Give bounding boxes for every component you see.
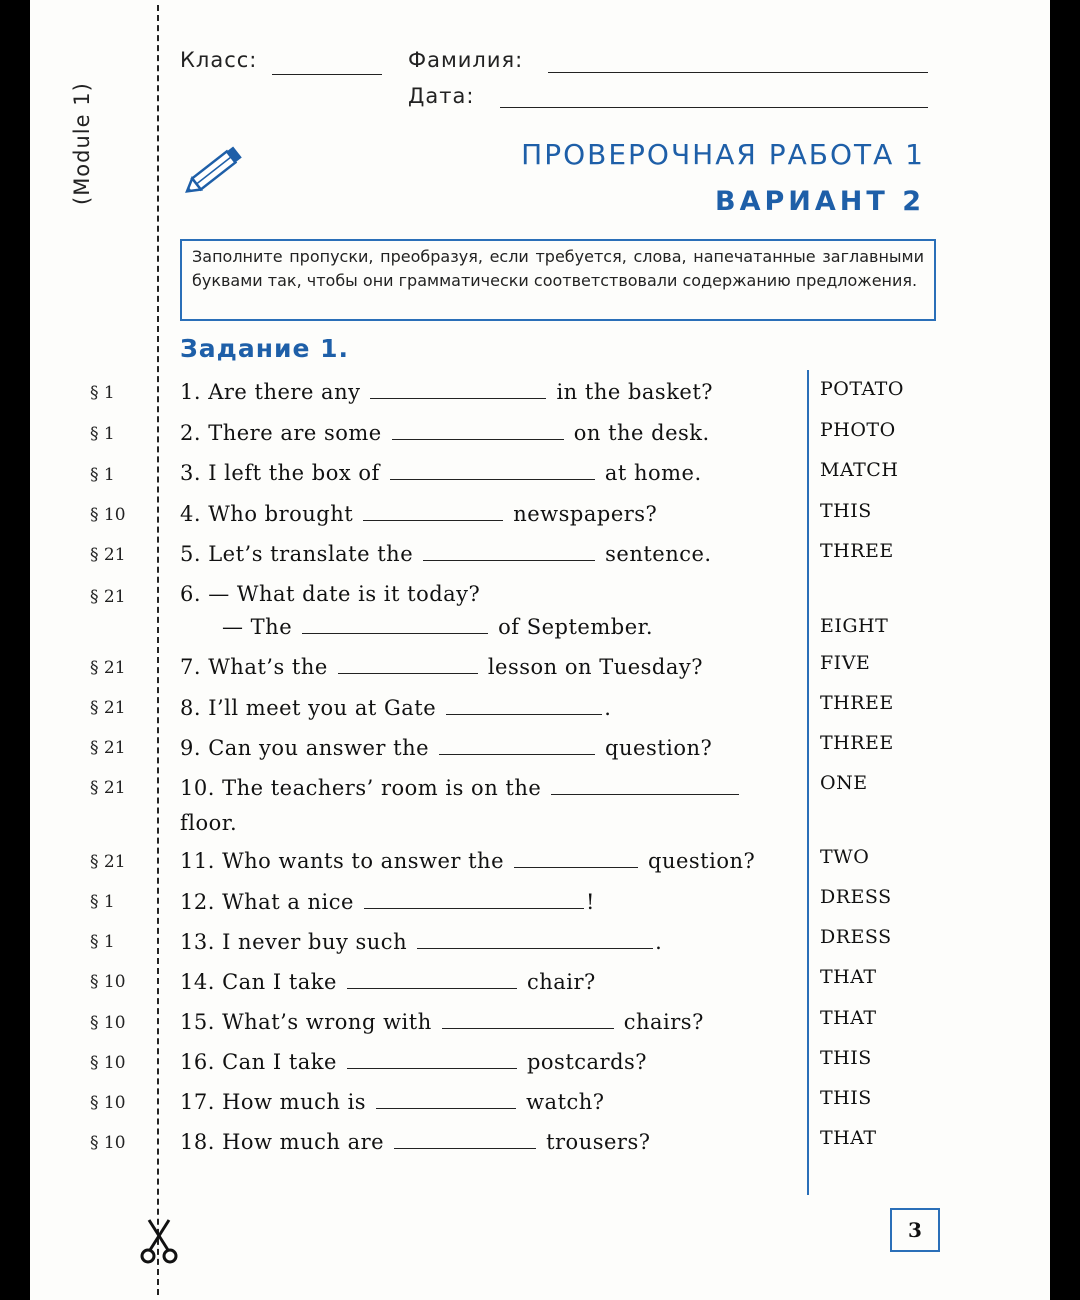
base-word: THIS	[820, 1047, 872, 1069]
answer-blank[interactable]	[394, 1130, 536, 1149]
question-10	[180, 776, 749, 800]
question-10-continuation	[180, 811, 237, 835]
question-13	[180, 930, 662, 954]
question-text: chair?	[526, 970, 596, 994]
question-5	[180, 542, 712, 566]
paragraph-ref: § 21	[90, 778, 126, 798]
answer-blank[interactable]	[338, 655, 478, 674]
answer-blank[interactable]	[551, 776, 739, 795]
base-word: ONE	[820, 772, 868, 794]
answer-blank[interactable]	[363, 502, 503, 521]
question-1	[180, 380, 713, 404]
base-word: DRESS	[820, 926, 892, 948]
base-word: THREE	[820, 692, 894, 714]
test-title: ПРОВЕРОЧНАЯ РАБОТА 1	[521, 138, 925, 171]
question-7	[180, 655, 703, 679]
question-text: 11. Who wants to answer the	[180, 849, 504, 873]
question-text: 16. Can I take	[180, 1050, 337, 1074]
base-word: FIVE	[820, 652, 871, 674]
question-16	[180, 1050, 647, 1074]
answer-blank[interactable]	[302, 615, 488, 634]
date-label: Дата:	[408, 84, 475, 108]
answer-blank[interactable]	[392, 421, 564, 440]
question-4	[180, 502, 657, 526]
question-text: lesson on Tuesday?	[487, 655, 704, 679]
question-6-answer-line	[222, 615, 653, 639]
question-text: newspapers?	[513, 502, 658, 526]
instruction-box: Заполните пропуски, преобразуя, если требуется, слова, напечатанные заглавными буквами так, чтобы они грамматически соответствовали содержанию предложения.	[180, 239, 936, 321]
answer-blank[interactable]	[364, 890, 584, 909]
paragraph-ref: § 10	[90, 1093, 126, 1113]
date-field[interactable]	[500, 107, 928, 108]
base-word: THAT	[820, 1007, 877, 1029]
paragraph-ref: § 21	[90, 587, 126, 607]
answer-blank[interactable]	[370, 380, 546, 399]
question-text: watch?	[526, 1090, 605, 1114]
question-3	[180, 461, 702, 485]
question-text: 2. There are some	[180, 421, 382, 445]
question-text: 15. What’s wrong with	[180, 1010, 432, 1034]
question-text: of September.	[498, 615, 654, 639]
base-word: DRESS	[820, 886, 892, 908]
question-text: 10. The teachers’ room is on the	[180, 776, 542, 800]
base-word: THIS	[820, 500, 872, 522]
question-text: question?	[648, 849, 756, 873]
question-8	[180, 696, 611, 720]
base-word: THAT	[820, 1127, 877, 1149]
answer-blank[interactable]	[514, 849, 638, 868]
question-text: on the desk.	[573, 421, 710, 445]
answer-blank[interactable]	[439, 736, 595, 755]
answer-blank[interactable]	[390, 461, 595, 480]
question-text: question?	[605, 736, 713, 760]
question-11	[180, 849, 755, 873]
paragraph-ref: § 21	[90, 738, 126, 758]
question-6	[180, 582, 480, 606]
base-word: THAT	[820, 966, 877, 988]
question-text: chairs?	[623, 1010, 704, 1034]
question-text: sentence.	[605, 542, 712, 566]
question-text: 9. Can you answer the	[180, 736, 430, 760]
question-text: floor.	[180, 811, 238, 835]
pencil-icon	[180, 140, 252, 200]
class-field[interactable]	[272, 74, 382, 75]
paragraph-ref: § 10	[90, 972, 126, 992]
worksheet-page	[30, 0, 1050, 1300]
paragraph-ref: § 21	[90, 545, 126, 565]
question-text: 18. How much are	[180, 1130, 385, 1154]
surname-field[interactable]	[548, 72, 928, 73]
question-text: — The	[222, 615, 293, 639]
question-text: 8. I’ll meet you at Gate	[180, 696, 437, 720]
question-text: at home.	[604, 461, 702, 485]
question-2	[180, 421, 710, 445]
answer-blank[interactable]	[376, 1090, 516, 1109]
question-text: !	[585, 890, 595, 914]
paragraph-ref: § 1	[90, 383, 115, 403]
class-label: Класс:	[180, 48, 258, 72]
base-word: EIGHT	[820, 615, 889, 637]
question-text: 7. What’s the	[180, 655, 328, 679]
base-word: TWO	[820, 846, 870, 868]
paragraph-ref: § 1	[90, 892, 115, 912]
question-text: trousers?	[546, 1130, 651, 1154]
task-title: Задание 1.	[180, 334, 350, 363]
question-18	[180, 1130, 651, 1154]
surname-label: Фамилия:	[408, 48, 524, 72]
question-text: 5. Let’s translate the	[180, 542, 414, 566]
scissors-icon	[140, 1218, 178, 1264]
page-number: 3	[890, 1208, 940, 1252]
question-text: .	[655, 930, 663, 954]
question-text: 12. What a nice	[180, 890, 354, 914]
paragraph-ref: § 10	[90, 1053, 126, 1073]
question-15	[180, 1010, 704, 1034]
answer-blank[interactable]	[442, 1010, 614, 1029]
base-word: THREE	[820, 540, 894, 562]
module-label: (Module 1)	[70, 82, 94, 205]
paragraph-ref: § 1	[90, 465, 115, 485]
question-text: 6. — What date is it today?	[180, 582, 481, 606]
question-text: 14. Can I take	[180, 970, 337, 994]
answer-blank[interactable]	[347, 1050, 517, 1069]
question-9	[180, 736, 712, 760]
base-word: MATCH	[820, 459, 899, 481]
cut-line	[157, 5, 159, 1295]
answer-blank[interactable]	[446, 696, 602, 715]
question-text: 4. Who brought	[180, 502, 354, 526]
question-17	[180, 1090, 605, 1114]
answer-blank[interactable]	[347, 970, 517, 989]
answer-blank[interactable]	[417, 930, 653, 949]
question-text: 17. How much is	[180, 1090, 367, 1114]
paragraph-ref: § 10	[90, 505, 126, 525]
word-column-divider	[807, 370, 809, 1195]
question-12	[180, 890, 595, 914]
paragraph-ref: § 21	[90, 852, 126, 872]
question-text: in the basket?	[556, 380, 714, 404]
variant-title: ВАРИАНТ 2	[715, 186, 925, 217]
paragraph-ref: § 21	[90, 698, 126, 718]
base-word: POTATO	[820, 378, 904, 400]
paragraph-ref: § 1	[90, 424, 115, 444]
paragraph-ref: § 10	[90, 1133, 126, 1153]
question-text: 13. I never buy such	[180, 930, 408, 954]
paragraph-ref: § 10	[90, 1013, 126, 1033]
answer-blank[interactable]	[423, 542, 595, 561]
paragraph-ref: § 1	[90, 932, 115, 952]
base-word: PHOTO	[820, 419, 896, 441]
base-word: THREE	[820, 732, 894, 754]
question-text: postcards?	[526, 1050, 648, 1074]
question-text: 3. I left the box of	[180, 461, 380, 485]
question-14	[180, 970, 596, 994]
base-word: THIS	[820, 1087, 872, 1109]
question-text: 1. Are there any	[180, 380, 361, 404]
question-text: .	[604, 696, 612, 720]
paragraph-ref: § 21	[90, 658, 126, 678]
